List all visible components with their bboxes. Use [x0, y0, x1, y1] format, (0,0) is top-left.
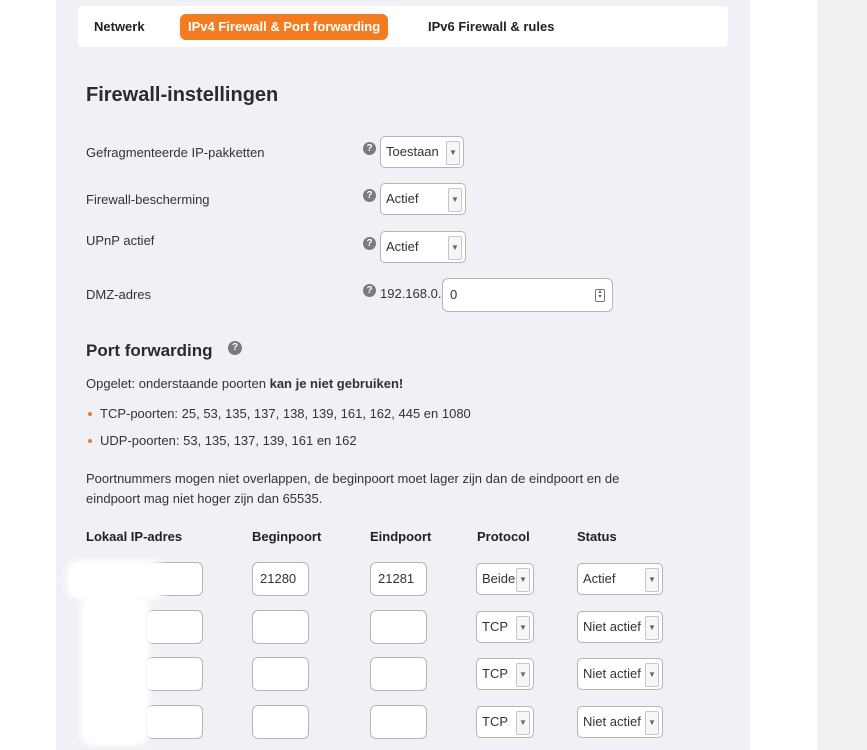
- column-header-protocol: Protocol: [477, 529, 530, 544]
- status-select[interactable]: [577, 563, 663, 595]
- chevron-down-icon: ▼: [446, 141, 460, 165]
- tab-bar: [78, 6, 728, 47]
- dmz-label: DMZ-adres: [86, 287, 152, 302]
- upnp-value: Actief: [386, 239, 419, 254]
- tab-ipv6-firewall[interactable]: IPv6 Firewall & rules: [428, 19, 555, 34]
- help-icon[interactable]: ?: [228, 341, 242, 355]
- chevron-down-icon: ▼: [645, 663, 659, 687]
- chevron-down-icon: ▼: [516, 663, 530, 687]
- end-port-value: 21281: [378, 571, 415, 586]
- udp-ports-text: UDP-poorten: 53, 135, 137, 139, 161 en 162: [100, 433, 357, 448]
- dmz-input[interactable]: [442, 278, 613, 312]
- column-header-ip: Lokaal IP-adres: [86, 529, 183, 544]
- chevron-down-icon: ▼: [448, 188, 462, 212]
- bullet-icon: [88, 412, 92, 416]
- fragmented-value: Toestaan: [386, 144, 439, 159]
- chevron-down-icon: ▼: [516, 568, 530, 592]
- status-value: Niet actief: [583, 714, 641, 729]
- upnp-select[interactable]: [380, 231, 466, 263]
- warning-bold-text: kan je niet gebruiken!: [269, 376, 404, 391]
- chevron-down-icon: ▼: [448, 236, 462, 260]
- status-select[interactable]: [577, 706, 663, 738]
- warning-text: Opgelet: onderstaande poorten: [86, 376, 270, 391]
- ip-input[interactable]: [146, 610, 203, 644]
- end-port-input[interactable]: [370, 562, 427, 596]
- dmz-value: 0: [450, 287, 458, 302]
- protocol-value: TCP: [482, 666, 508, 681]
- begin-port-value: 21280: [260, 571, 297, 586]
- chevron-down-icon: ▼: [645, 711, 659, 735]
- tab-netwerk[interactable]: Netwerk: [94, 19, 145, 34]
- protocol-value: TCP: [482, 619, 508, 634]
- protection-value: Actief: [386, 191, 419, 206]
- status-value: Niet actief: [583, 666, 641, 681]
- protocol-select[interactable]: [476, 563, 534, 595]
- fragmented-label: Gefragmenteerde IP-pakketten: [86, 145, 265, 160]
- chevron-down-icon: ▼: [645, 568, 659, 592]
- end-port-input[interactable]: [370, 705, 427, 739]
- chevron-down-icon: ▼: [516, 616, 530, 640]
- page-background-strip: [817, 0, 867, 750]
- overlap-note-line1: Poortnummers mogen niet overlappen, de beginpoort moet lager zijn dan de eindpoort en de: [86, 471, 620, 486]
- help-icon[interactable]: ?: [363, 284, 376, 297]
- bullet-icon: [88, 439, 92, 443]
- protocol-value: TCP: [482, 714, 508, 729]
- ip-input[interactable]: [146, 705, 203, 739]
- ip-input[interactable]: [146, 657, 203, 691]
- protocol-value: Beide: [482, 571, 516, 586]
- status-value: Niet actief: [583, 619, 641, 634]
- upnp-label: UPnP actief: [86, 233, 155, 248]
- column-header-endport: Eindpoort: [370, 529, 432, 544]
- help-icon[interactable]: ?: [363, 189, 376, 202]
- ports-warning: [86, 376, 403, 391]
- help-icon[interactable]: ?: [363, 237, 376, 250]
- tab-ipv4-firewall[interactable]: IPv4 Firewall & Port forwarding: [180, 14, 388, 40]
- end-port-input[interactable]: [370, 657, 427, 691]
- dmz-prefix: 192.168.0.: [380, 286, 442, 301]
- column-header-beginport: Beginpoort: [252, 529, 322, 544]
- firewall-title: Firewall-instellingen: [86, 84, 279, 106]
- protection-select[interactable]: [380, 183, 466, 215]
- begin-port-input[interactable]: [252, 610, 309, 644]
- protocol-select[interactable]: [476, 658, 534, 690]
- redaction-mark: [140, 572, 176, 592]
- chevron-down-icon: ▼: [645, 616, 659, 640]
- end-port-input[interactable]: [370, 610, 427, 644]
- chevron-down-icon: ▼: [516, 711, 530, 735]
- status-select[interactable]: [577, 658, 663, 690]
- protection-label: Firewall-bescherming: [86, 192, 210, 207]
- overlap-note-line2: eindpoort mag niet hoger zijn dan 65535.: [86, 491, 323, 506]
- spinner-icon[interactable]: ▴ ▾: [595, 289, 605, 302]
- status-value: Actief: [583, 571, 616, 586]
- fragmented-select[interactable]: [380, 136, 464, 168]
- begin-port-input[interactable]: [252, 657, 309, 691]
- column-header-status: Status: [577, 529, 617, 544]
- protocol-select[interactable]: [476, 611, 534, 643]
- portforwarding-title: Port forwarding: [86, 341, 213, 360]
- protocol-select[interactable]: [476, 706, 534, 738]
- redaction-mark: [80, 596, 150, 746]
- tcp-ports-text: TCP-poorten: 25, 53, 135, 137, 138, 139, 161, 162, 445 en 1080: [100, 406, 471, 421]
- begin-port-input[interactable]: [252, 562, 309, 596]
- status-select[interactable]: [577, 611, 663, 643]
- help-icon[interactable]: ?: [363, 142, 376, 155]
- begin-port-input[interactable]: [252, 705, 309, 739]
